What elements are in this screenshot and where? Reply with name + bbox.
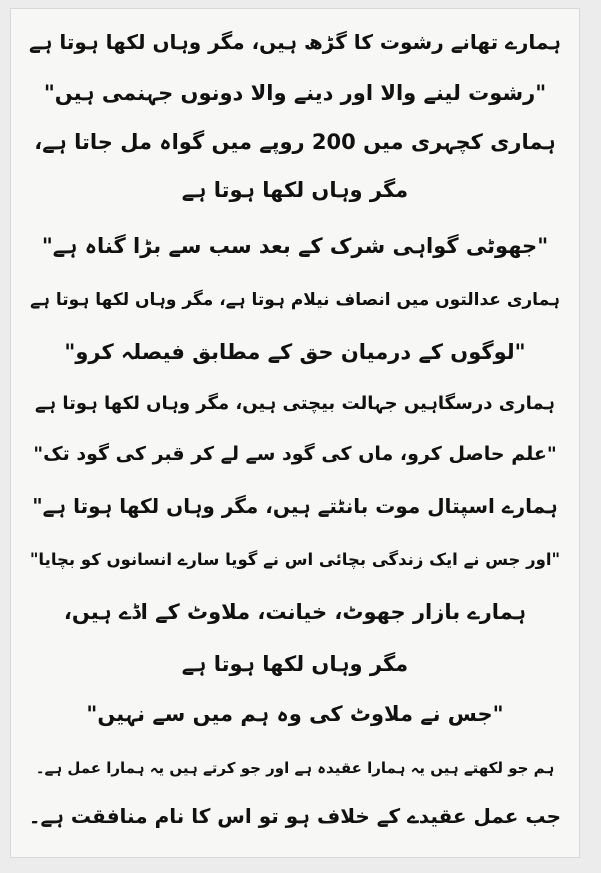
text-line-8: ہماری درسگاہیں جہالت بیچتی ہیں، مگر وہاں لکھا ہوتا ہے (35, 393, 555, 414)
text-line-4: مگر وہاں لکھا ہوتا ہے (181, 178, 409, 202)
text-line-6: ہماری عدالتوں میں انصاف نیلام ہوتا ہے، مگر وہاں لکھا ہوتا ہے (30, 290, 560, 310)
text-line-5: "جھوٹی گواہی شرک کے بعد سب سے بڑا گناہ ہے" (41, 234, 549, 258)
text-line-10: ہمارے اسپتال موت بانٹتے ہیں، مگر وہاں لکھا ہوتا ہے" (32, 494, 558, 518)
text-line-11: "اور جس نے ایک زندگی بچائی اس نے گویا سارے انسانوں کو بچایا" (29, 550, 561, 569)
text-card (10, 8, 580, 858)
text-line-16: جب عمل عقیدے کے خلاف ہو تو اس کا نام منافقت ہے۔ (28, 804, 561, 828)
text-line-14: "جس نے ملاوٹ کی وہ ہم میں سے نہیں" (86, 702, 504, 726)
text-line-9: "علم حاصل کرو، ماں کی گود سے لے کر قبر کی گود تک" (33, 443, 557, 465)
text-line-13: مگر وہاں لکھا ہوتا ہے (181, 652, 409, 676)
text-line-1: ہمارے تھانے رشوت کا گڑھ ہیں، مگر وہاں لکھا ہوتا ہے (29, 30, 561, 54)
text-line-12: ہمارے بازار جھوٹ، خیانت، ملاوٹ کے اڈے ہیں، (63, 600, 527, 624)
text-line-15: ہم جو لکھتے ہیں یہ ہمارا عقیدہ ہے اور جو کرتے ہیں یہ ہمارا عمل ہے۔ (35, 759, 555, 777)
text-line-2: "رشوت لینے والا اور دینے والا دونوں جہنمی ہیں" (43, 81, 547, 105)
text-line-3: ہماری کچہری میں 200 روپے میں گواہ مل جاتا ہے، (34, 130, 556, 154)
text-line-7: "لوگوں کے درمیان حق کے مطابق فیصلہ کرو" (64, 340, 526, 364)
